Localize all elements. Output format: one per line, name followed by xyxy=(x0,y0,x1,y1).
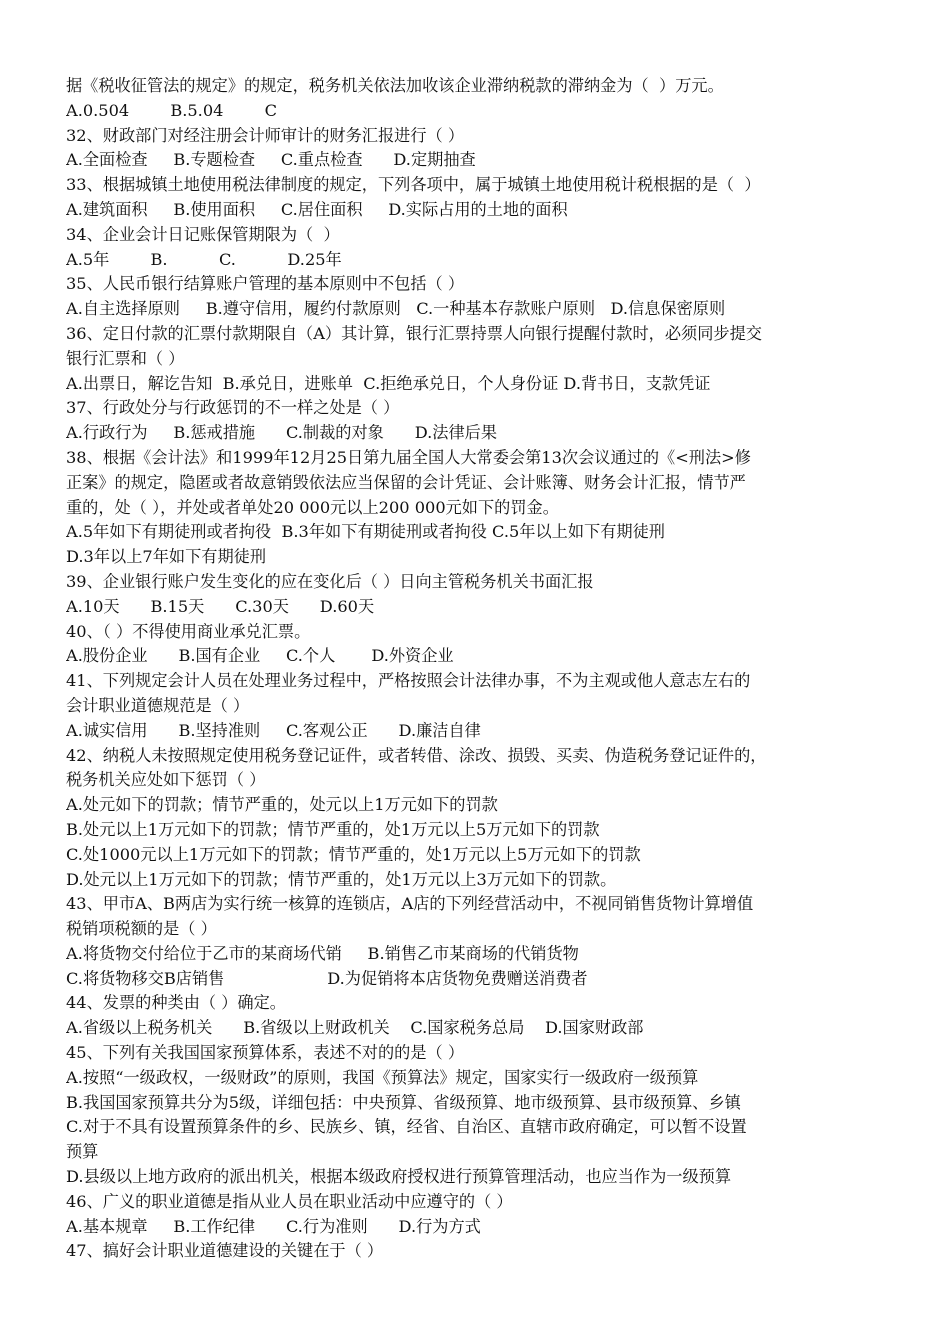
text-line: 35、人民币银行结算账户管理的基本原则中不包括（ ） xyxy=(66,274,465,294)
text-line: A.处元如下的罚款；情节严重的，处元以上1万元如下的罚款 xyxy=(66,795,498,815)
text-line: 正案》的规定，隐匿或者故意销毁依法应当保留的会计凭证、会计账簿、财务会计汇报，情节严 xyxy=(66,472,746,492)
text-line: 36、定日付款的汇票付款期限自（A）其计算，银行汇票持票人向银行提醒付款时，必须同步提交 xyxy=(66,323,762,343)
text-line: A.按照“一级政权，一级财政”的原则，我国《预算法》规定，国家实行一级政府一级预算 xyxy=(66,1067,699,1087)
text-line: C.对于不具有设置预算条件的乡、民族乡、镇，经省、自治区、直辖市政府确定，可以暂不设置 xyxy=(66,1117,747,1137)
text-line: C.处1000元以上1万元如下的罚款；情节严重的，处1万元以上5万元如下的罚款 xyxy=(66,844,641,864)
text-line: 税务机关应处如下惩罚（ ） xyxy=(66,770,266,790)
text-line: A.诚实信用 B.坚持准则 C.客观公正 D.廉洁自律 xyxy=(66,720,481,740)
text-line: 34、企业会计日记账保管期限为（ ） xyxy=(66,224,340,244)
text-line: 45、下列有关我国国家预算体系，表述不对的的是（ ） xyxy=(66,1043,465,1063)
text-line: C.将货物移交B店销售 D.为促销将本店货物免费赠送消费者 xyxy=(66,968,588,988)
text-line: 39、企业银行账户发生变化的应在变化后（ ）日向主管税务机关书面汇报 xyxy=(66,571,594,591)
text-line: A.将货物交付给位于乙市的某商场代销 B.销售乙市某商场的代销货物 xyxy=(66,943,579,963)
text-line: 46、广义的职业道德是指从业人员在职业活动中应遵守的（ ） xyxy=(66,1191,513,1211)
document-page xyxy=(66,74,896,1264)
text-line: A.全面检查 B.专题检查 C.重点检查 D.定期抽查 xyxy=(66,150,476,170)
text-line: 33、根据城镇土地使用税法律制度的规定，下列各项中，属于城镇土地使用税计税根据的是（ ） xyxy=(66,175,761,195)
text-line: D.3年以上7年如下有期徒刑 xyxy=(66,547,267,567)
text-line: D.县级以上地方政府的派出机关，根据本级政府授权进行预算管理活动，也应当作为一级预算 xyxy=(66,1167,732,1187)
text-line: 37、行政处分与行政惩罚的不一样之处是（ ） xyxy=(66,398,400,418)
text-line: 32、财政部门对经注册会计师审计的财务汇报进行（ ） xyxy=(66,125,465,145)
text-line: 预算 xyxy=(66,1142,99,1162)
text-line: 41、下列规定会计人员在处理业务过程中，严格按照会计法律办事，不为主观或他人意志左右的 xyxy=(66,671,751,691)
text-line: 税销项税额的是（ ） xyxy=(66,919,217,939)
text-line: A.5年 B. C. D.25年 xyxy=(66,249,342,269)
text-line: 44、发票的种类由（ ）确定。 xyxy=(66,993,286,1013)
text-line: A.建筑面积 B.使用面积 C.居住面积 D.实际占用的土地的面积 xyxy=(66,199,568,219)
text-line: 银行汇票和（ ） xyxy=(66,348,185,368)
text-line: A.5年如下有期徒刑或者拘役 B.3年如下有期徒刑或者拘役 C.5年以上如下有期徒刑 xyxy=(66,522,665,542)
text-line: A.出票日，解讫告知 B.承兑日，进账单 C.拒绝承兑日，个人身份证 D.背书日，支款凭证 xyxy=(66,373,711,393)
text-line: 40、（ ）不得使用商业承兑汇票。 xyxy=(66,621,311,641)
text-line: 据《税收征管法的规定》的规定，税务机关依法加收该企业滞纳税款的滞纳金为（ ）万元。 xyxy=(66,76,724,95)
text-line: B.处元以上1万元如下的罚款；情节严重的，处1万元以上5万元如下的罚款 xyxy=(66,819,600,839)
text-line: 47、搞好会计职业道德建设的关键在于（ ） xyxy=(66,1241,384,1261)
text-line: A.股份企业 B.国有企业 C.个人 D.外资企业 xyxy=(66,646,454,666)
text-line: 43、甲市A、B两店为实行统一核算的连锁店，A店的下列经营活动中，不视同销售货物计算增值 xyxy=(66,894,754,914)
text-line: A.行政行为 B.惩戒措施 C.制裁的对象 D.法律后果 xyxy=(66,423,498,443)
text-line: A.自主选择原则 B.遵守信用，履约付款原则 C.一种基本存款账户原则 D.信息保密原则 xyxy=(66,299,726,319)
text-line: A.基本规章 B.工作纪律 C.行为准则 D.行为方式 xyxy=(66,1216,481,1236)
text-line: A.0.504 B.5.04 C xyxy=(66,100,277,120)
text-line: 42、纳税人未按照规定使用税务登记证件，或者转借、涂改、损毁、买卖、伪造税务登记证件的， xyxy=(66,745,767,765)
text-line: D.处元以上1万元如下的罚款；情节严重的，处1万元以上3万元如下的罚款。 xyxy=(66,869,617,889)
text-line: 38、根据《会计法》和1999年12月25日第九届全国人大常委会第13次会议通过的《<刑法>修 xyxy=(66,447,751,467)
text-line: B.我国国家预算共分为5级，详细包括：中央预算、省级预算、地市级预算、县市级预算、乡镇 xyxy=(66,1092,741,1112)
text-line: A.10天 B.15天 C.30天 D.60天 xyxy=(66,596,375,616)
text-line: 重的，处（ ），并处或者单处20 000元以上200 000元如下的罚金。 xyxy=(66,497,559,517)
text-line: A.省级以上税务机关 B.省级以上财政机关 C.国家税务总局 D.国家财政部 xyxy=(66,1018,644,1038)
text-line: 会计职业道德规范是（ ） xyxy=(66,695,250,715)
